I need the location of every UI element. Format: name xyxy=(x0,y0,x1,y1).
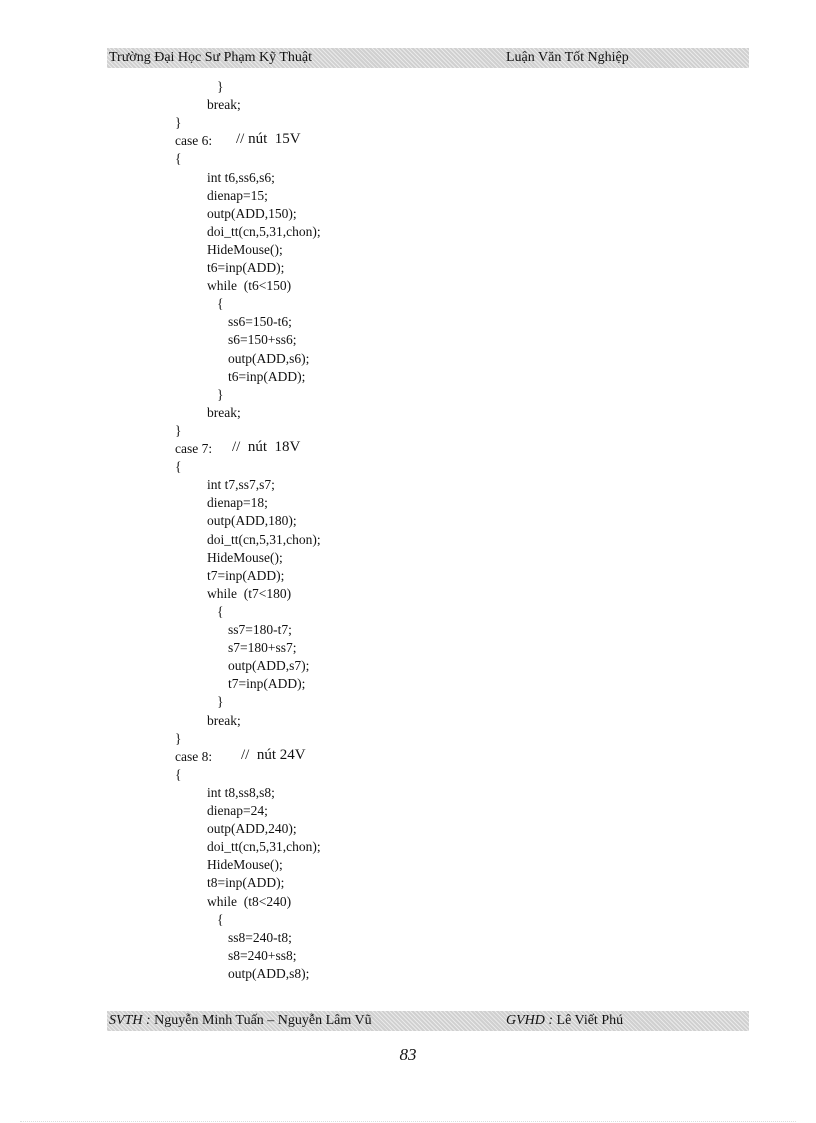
code-line: ss8=240-t8; xyxy=(228,930,292,945)
code-line: dienap=15; xyxy=(207,188,268,203)
code-line: { xyxy=(217,296,224,311)
footer-advisor xyxy=(506,1011,623,1031)
code-comment: // nút 24V xyxy=(241,747,306,763)
code-line: case 8: xyxy=(175,749,213,764)
code-line: dienap=24; xyxy=(207,803,268,818)
code-line: dienap=18; xyxy=(207,495,268,510)
code-line: s8=240+ss8; xyxy=(228,948,297,963)
code-line: t8=inp(ADD); xyxy=(207,875,285,890)
code-line: { xyxy=(175,151,182,166)
svth-label: SVTH : xyxy=(109,1013,151,1028)
code-line: while (t6<150) xyxy=(207,278,292,293)
code-line: outp(ADD,s8); xyxy=(228,966,310,981)
code-line: int t6,ss6,s6; xyxy=(207,170,275,185)
code-line: case 6: xyxy=(175,133,213,148)
header-school: Trường Đại Học Sư Phạm Kỹ Thuật xyxy=(109,50,313,65)
code-line: break; xyxy=(207,713,241,728)
code-line: outp(ADD,s6); xyxy=(228,351,310,366)
code-line: } xyxy=(217,79,224,94)
code-line: HideMouse(); xyxy=(207,550,283,565)
gvhd-name: Lê Viết Phú xyxy=(556,1013,624,1028)
code-line: while (t8<240) xyxy=(207,894,292,909)
code-line: case 7: xyxy=(175,441,213,456)
code-line: doi_tt(cn,5,31,chon); xyxy=(207,532,321,547)
code-line: while (t7<180) xyxy=(207,586,292,601)
code-line: HideMouse(); xyxy=(207,242,283,257)
code-line: outp(ADD,180); xyxy=(207,513,297,528)
code-line: doi_tt(cn,5,31,chon); xyxy=(207,224,321,239)
code-line: } xyxy=(175,115,182,130)
code-line: outp(ADD,150); xyxy=(207,206,297,221)
code-line: break; xyxy=(207,97,241,112)
code-line: int t7,ss7,s7; xyxy=(207,477,275,492)
code-line: t7=inp(ADD); xyxy=(228,676,306,691)
page-footer xyxy=(107,1011,749,1031)
code-line: t6=inp(ADD); xyxy=(207,260,285,275)
code-line: t6=inp(ADD); xyxy=(228,369,306,384)
code-line: } xyxy=(217,694,224,709)
code-line: { xyxy=(175,767,182,782)
footer-students xyxy=(109,1011,372,1031)
code-line: s6=150+ss6; xyxy=(228,332,297,347)
code-line: t7=inp(ADD); xyxy=(207,568,285,583)
code-line: outp(ADD,s7); xyxy=(228,658,310,673)
code-line: } xyxy=(217,387,224,402)
code-line: { xyxy=(217,604,224,619)
svth-names: Nguyễn Minh Tuấn – Nguyễn Lâm Vũ xyxy=(154,1013,372,1028)
page-edge-rule xyxy=(20,1121,796,1122)
code-line: ss6=150-t6; xyxy=(228,314,292,329)
header-thesis: Luận Văn Tốt Nghiệp xyxy=(506,50,629,65)
code-line: outp(ADD,240); xyxy=(207,821,297,836)
code-comment: // nút 15V xyxy=(236,131,301,147)
code-line: ss7=180-t7; xyxy=(228,622,292,637)
code-line: HideMouse(); xyxy=(207,857,283,872)
code-line: { xyxy=(175,459,182,474)
code-line: } xyxy=(175,731,182,746)
code-line: s7=180+ss7; xyxy=(228,640,297,655)
code-line: doi_tt(cn,5,31,chon); xyxy=(207,839,321,854)
gvhd-label: GVHD : xyxy=(506,1013,554,1028)
code-line: } xyxy=(175,423,182,438)
code-line: break; xyxy=(207,405,241,420)
code-line: int t8,ss8,s8; xyxy=(207,785,275,800)
code-comment: // nút 18V xyxy=(232,439,301,455)
page-header xyxy=(107,48,749,68)
page-number: 83 xyxy=(399,1045,417,1064)
code-line: { xyxy=(217,912,224,927)
